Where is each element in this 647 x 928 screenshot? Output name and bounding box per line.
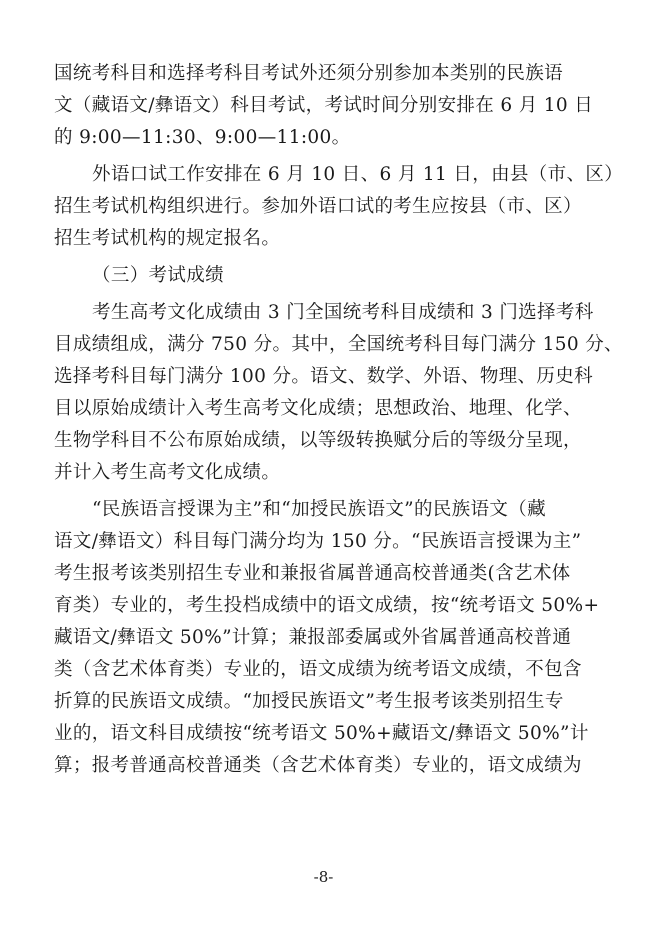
section-heading <box>54 260 609 292</box>
text-line: 类（含艺术体育类）专业的，语文成绩为统考语文成绩，不包含 <box>54 659 582 680</box>
paragraph-ethnic-language <box>54 494 609 782</box>
document-body <box>54 58 624 782</box>
section-heading-text: （三）考试成绩 <box>92 265 224 286</box>
text-line: 折算的民族语文成绩。“加授民族语文”考生报考该类别招生专 <box>54 691 564 712</box>
text-line: 外语口试工作安排在 6 月 10 日、6 月 11 日，由县（市、区） <box>92 164 624 185</box>
text-line: 目以原始成绩计入考生高考文化成绩；思想政治、地理、化学、 <box>54 398 582 419</box>
text-line: 并计入考生高考文化成绩。 <box>54 462 281 483</box>
page-number: -8- <box>313 868 334 886</box>
text-line: 生物学科目不公布原始成绩，以等级转换赋分后的等级分呈现， <box>54 430 582 451</box>
text-line: 业的，语文科目成绩按“统考语文 50%+藏语文/彝语文 50%”计 <box>54 723 589 744</box>
text-line: 藏语文/彝语文 50%”计算；兼报部委属或外省属普通高校普通 <box>54 627 572 648</box>
text-line: 招生考试机构组织进行。参加外语口试的考生应按县（市、区） <box>54 196 582 217</box>
paragraph-exam-dates <box>54 58 609 154</box>
text-line: 国统考科目和选择考科目考试外还须分别参加本类别的民族语 <box>54 63 563 84</box>
text-line: 语文/彝语文）科目每门满分均为 150 分。“民族语言授课为主” <box>54 531 582 552</box>
paragraph-score-composition <box>54 297 623 489</box>
text-line: 文（藏语文/彝语文）科目考试，考试时间分别安排在 6 月 10 日 <box>54 95 594 116</box>
text-line: 算；报考普通高校普通类（含艺术体育类）专业的，语文成绩为 <box>54 755 582 776</box>
text-line: 选择考科目每门满分 100 分。语文、数学、外语、物理、历史科 <box>54 366 593 387</box>
text-line: 目成绩组成，满分 750 分。其中，全国统考科目每门满分 150 分、 <box>54 334 623 355</box>
text-line: “民族语言授课为主”和“加授民族语文”的民族语文（藏 <box>92 499 546 520</box>
paragraph-oral-test <box>54 159 624 255</box>
text-line: 考生报考该类别招生专业和兼报省属普通高校普通类(含艺术体 <box>54 563 571 584</box>
text-line: 招生考试机构的规定报名。 <box>54 228 281 249</box>
text-line: 育类）专业的，考生投档成绩中的语文成绩，按“统考语文 50%+ <box>54 595 600 616</box>
text-line: 考生高考文化成绩由 3 门全国统考科目成绩和 3 门选择考科 <box>92 302 594 323</box>
text-line: 的 9:00—11:30、9:00—11:00。 <box>54 127 351 148</box>
